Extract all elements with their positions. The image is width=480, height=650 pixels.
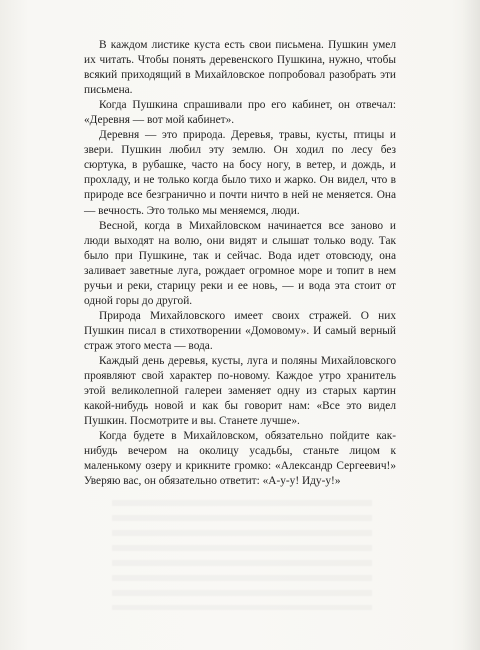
paragraph: В каждом листике куста есть свои письмена. Пушкин умел их читать. Чтобы понять деревенского Пушкина, нужно, чтобы всякий приходящий в Михайловское попробовал разобрать эти письмена.: [84, 39, 396, 97]
paragraph: Когда будете в Михайловском, обязательно пойдите как-нибудь вечером на околицу усадьбы, станьте лицом к маленькому озеру и крикните громко: «Александр Сергеевич!» Уверяю вас, он обязательно ответит: «А-у-у! Иду-у!»: [84, 430, 396, 488]
paragraph: Деревня — это природа. Деревья, травы, кусты, птицы и звери. Пушкин любил эту землю. Он ходил по лесу без сюртука, в рубашке, часто на босу ногу, в ветер, и дождь, и прохладу, и не только когда было тихо и жарко. Он видел, что в природе все безгранично и почти ничто в ней не меняется. Она — вечность. Это только мы меняемся, люди.: [84, 129, 396, 217]
page-edge-shadow: [462, 0, 480, 650]
reverse-side-bleed-through: [112, 500, 372, 610]
page-text: [84, 38, 396, 489]
paragraph: Весной, когда в Михайловском начинается все заново и люди выходят на волю, они видят и слышат только воду. Так было при Пушкине, так и сейчас. Вода идет отовсюду, она заливает заветные луга, рождает огромное море и топит в нем ручьи и реки, старицу реки и ее новь, — и вода эта стоит от одной горы до другой.: [84, 219, 396, 307]
paragraph: Каждый день деревья, кусты, луга и поляны Михайловского проявляют свой характер по-новому. Каждое утро хранитель этой великолепной галереи заменяет одну из старых картин какой-нибудь новой и как бы говорит нам: «Все это видел Пушкин. Посмотрите и вы. Станете лучше».: [84, 354, 396, 428]
paragraph: Когда Пушкина спрашивали про его кабинет, он отвечал: «Деревня — вот мой кабинет».: [84, 99, 396, 127]
paragraph: Природа Михайловского имеет своих стражей. О них Пушкин писал в стихотворении «Домовому». И самый верный страж этого места — вода.: [84, 309, 396, 352]
